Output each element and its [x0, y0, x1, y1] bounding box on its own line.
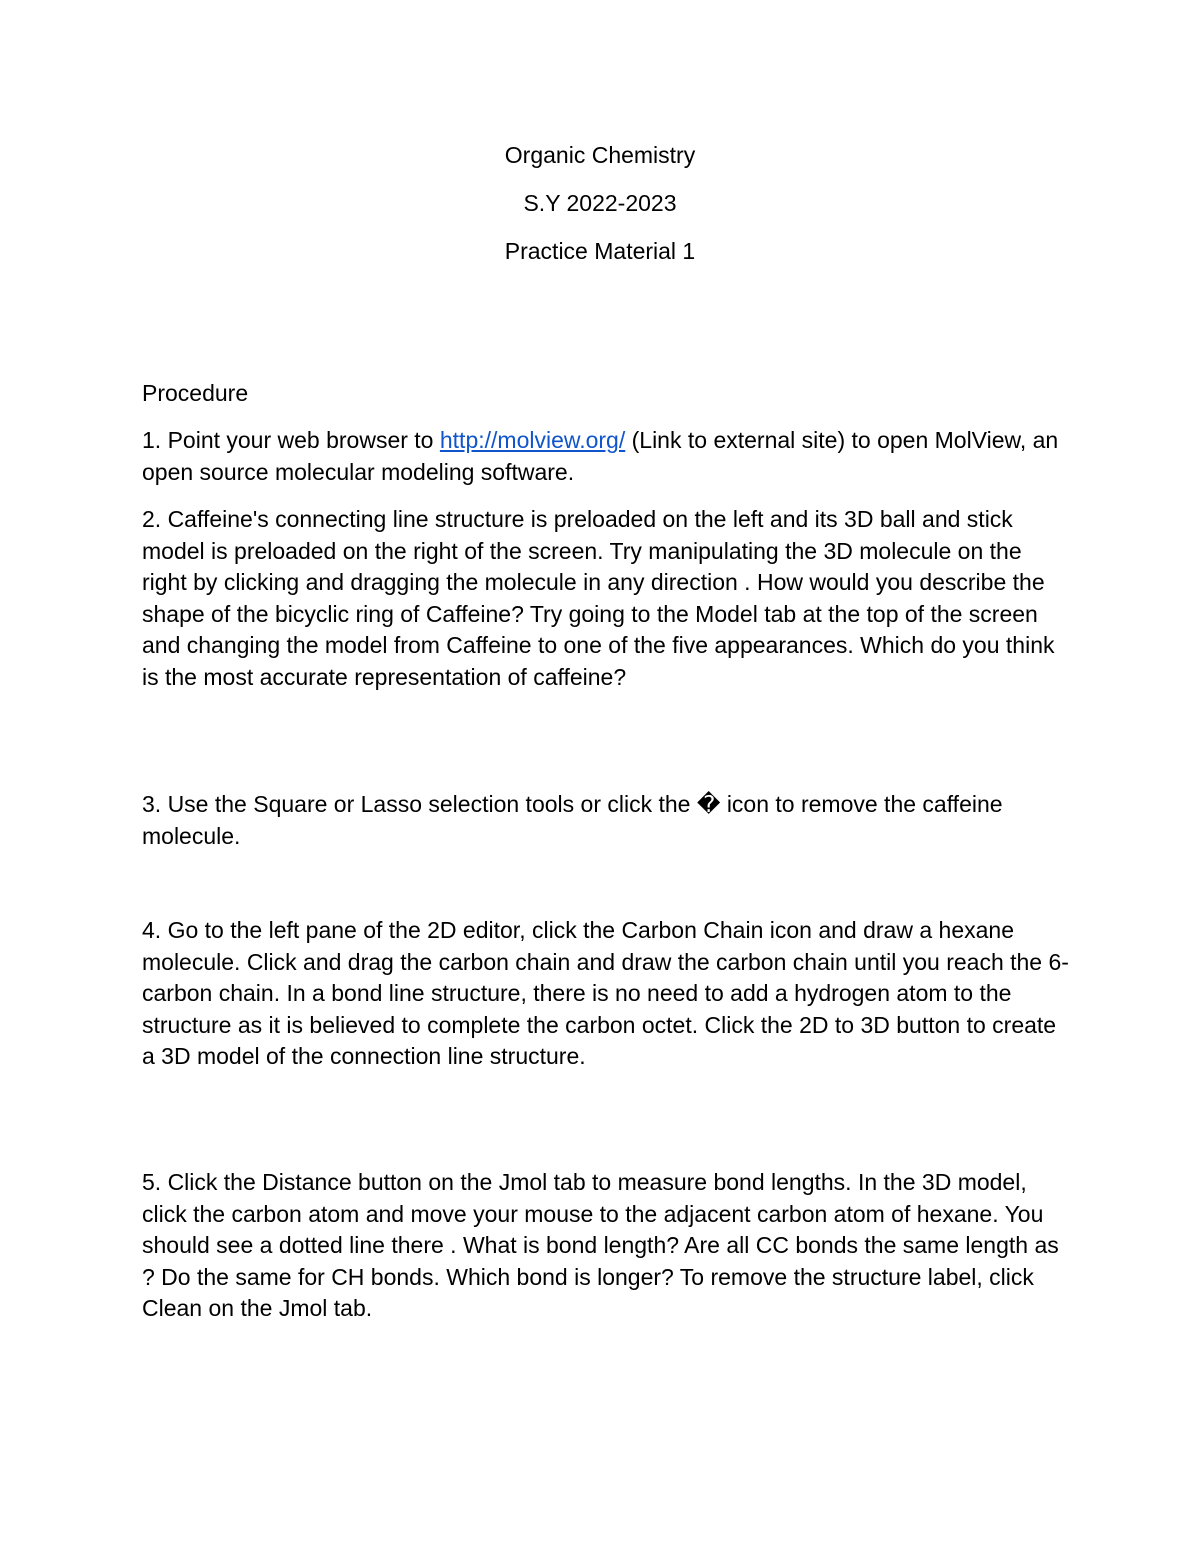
- procedure-heading: Procedure: [142, 380, 249, 406]
- step-2: 2. Caffeine's connecting line structure is preloaded on the left and its 3D ball and stick model is preloaded on the right of the screen. Try manipulating the 3D molecule on the right by clicking and dragging the molecule in any direction . How would you describe the shape of the bicyclic ring of Caffeine? Try going to the Model tab at the top of the screen and changing the model from Caffeine to one of the five appearances. Which do you think is the most accurate representation of caffeine?: [142, 506, 1055, 690]
- course-title: Organic Chemistry: [504, 142, 696, 168]
- molview-link[interactable]: http://molview.org/: [439, 427, 626, 453]
- step-4: 4. Go to the left pane of the 2D editor, click the Carbon Chain icon and draw a hexane molecule. Click and drag the carbon chain and draw the carbon chain until you reach the 6- carbon chain. In a bond line structure, there is no need to add a hydrogen atom to the structure as it is believed to complete the carbon octet. Click the 2D to 3D button to create a 3D model of the connection line structure.: [142, 917, 1069, 1069]
- step-5: 5. Click the Distance button on the Jmol tab to measure bond lengths. In the 3D model, click the carbon atom and move your mouse to the adjacent carbon atom of hexane. You should see a dotted line there . What is bond length? Are all CC bonds the same length as ? Do the same for CH bonds. Which bond is longer? To remove the structure label, click Clean on the Jmol tab.: [142, 1169, 1059, 1321]
- step-3: 3. Use the Square or Lasso selection tools or click the � icon to remove the caffeine molecule.: [142, 791, 1003, 849]
- step-1-text-before-link: 1. Point your web browser to: [142, 427, 440, 453]
- step-1-text-after-link: (Link to external site) to open MolView, an open source molecular modeling software.: [142, 427, 1059, 485]
- material-title: Practice Material 1: [504, 238, 696, 264]
- school-year: S.Y 2022-2023: [523, 190, 677, 216]
- step-1: [142, 425, 1072, 488]
